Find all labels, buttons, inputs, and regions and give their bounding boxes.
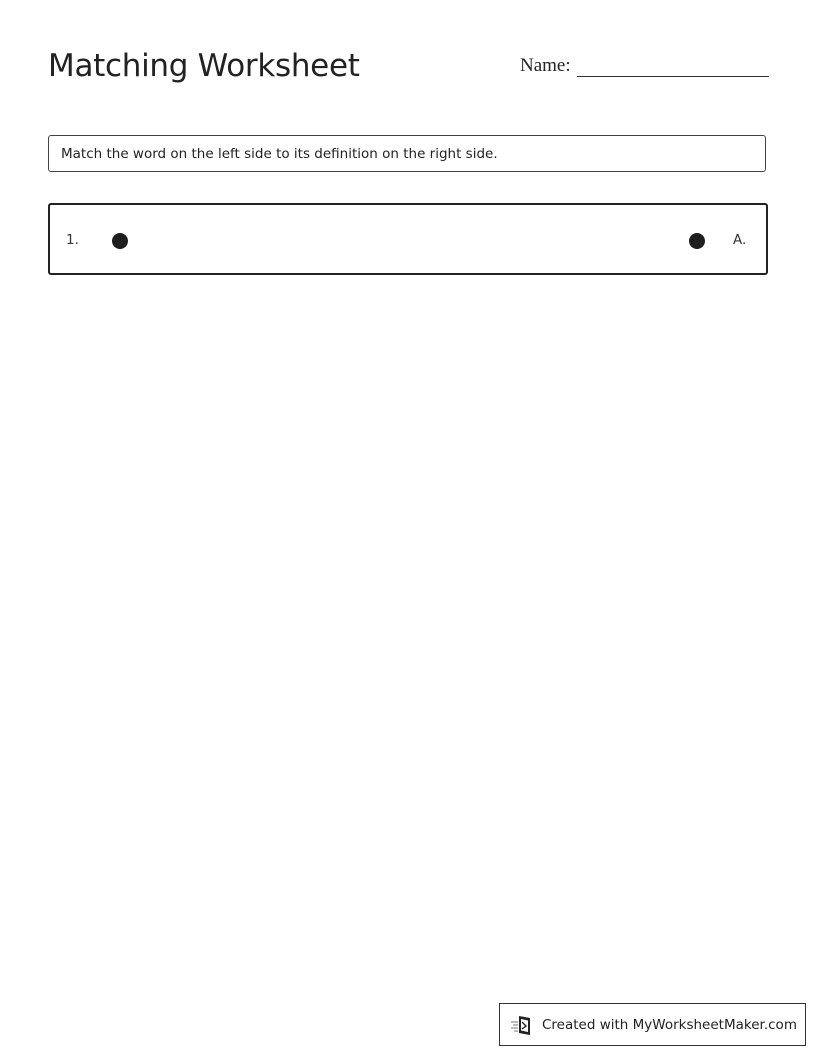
right-connector-dot-icon[interactable] — [689, 233, 705, 249]
instructions-box — [48, 135, 766, 172]
left-connector-dot-icon[interactable] — [112, 233, 128, 249]
name-field-group — [520, 52, 769, 77]
name-label: Name: — [520, 55, 571, 76]
answer-letter: A. — [733, 232, 747, 248]
name-input-line[interactable] — [577, 52, 769, 77]
page-title: Matching Worksheet — [48, 48, 360, 84]
footer-credit[interactable] — [499, 1003, 806, 1046]
worksheet-book-icon — [510, 1014, 534, 1036]
footer-text: Created with MyWorksheetMaker.com — [542, 1016, 797, 1033]
question-number: 1. — [66, 232, 79, 248]
matching-row — [48, 203, 768, 275]
instructions-text: Match the word on the left side to its definition on the right side. — [61, 145, 498, 162]
